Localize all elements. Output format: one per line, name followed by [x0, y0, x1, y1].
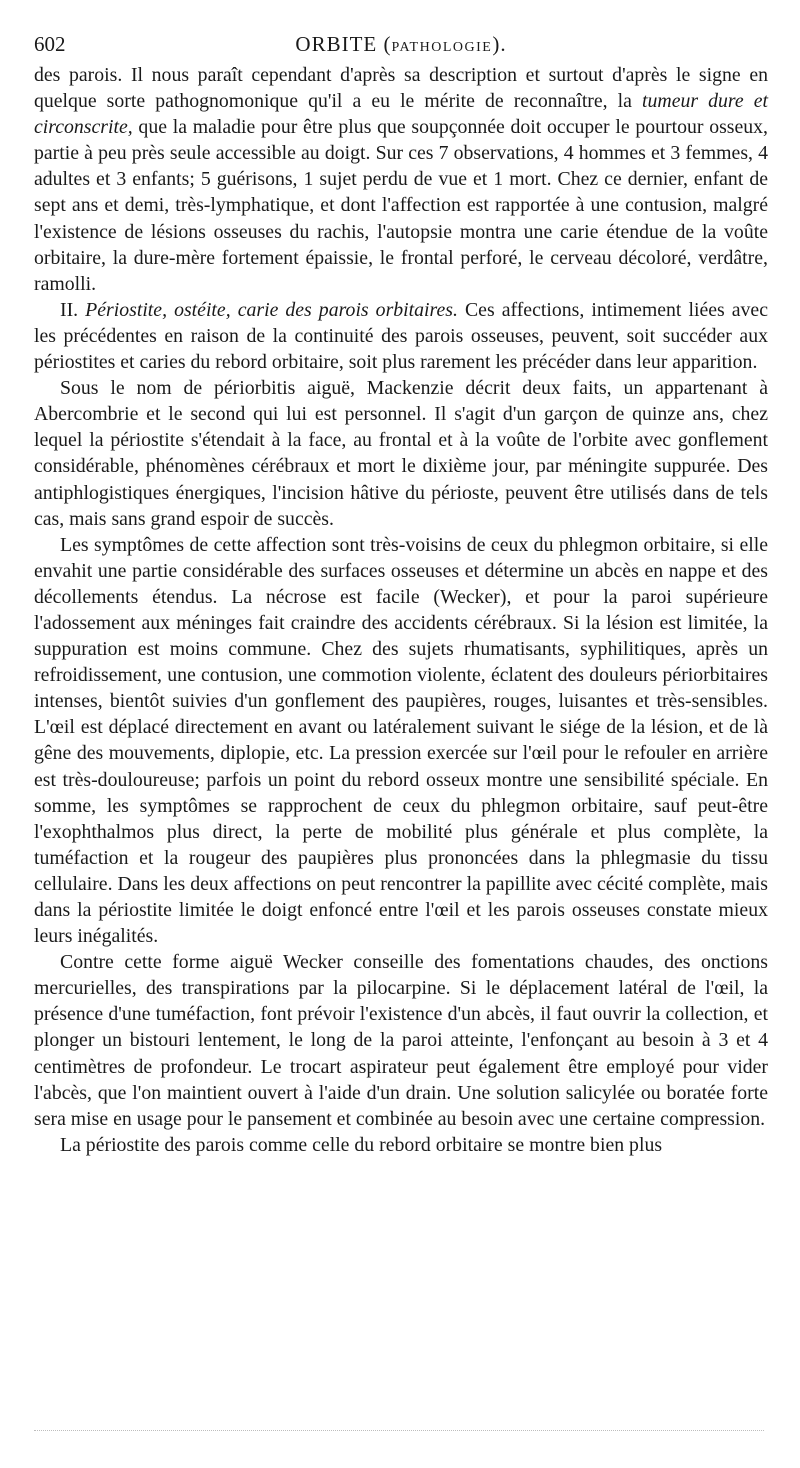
running-title [34, 30, 768, 62]
paragraph-section-ii [34, 297, 768, 375]
paragraph: Sous le nom de périorbitis aiguë, Mackenzie décrit deux faits, un appartenant à Abercombrie et le second qui lui est personnel. Il s'agit d'un garçon de quinze ans, chez lequel la périostite s'étendait à la face, au frontal et à la voûte de l'orbite avec gonflement considérable, phénomènes cérébraux et mort le dixième jour, par méningite suppurée. Des antiphlogistiques énergiques, l'incision hâtive du périoste, peuvent être utilisés dans de tels cas, mais sans grand espoir de succès. [34, 377, 768, 530]
page-number: 602 [34, 32, 66, 56]
paragraph-text: que la maladie pour être plus que soupçonnée doit occuper le pourtour osseux, partie à peu près seule accessible au doigt. Sur ces 7 observations, 4 hommes et 3 femmes, 4 adultes et 3 enfants; 5 guérisons, 1 sujet perdu de vue et 1 mort. Chez ce dernier, enfant de sept ans et demi, très-lymphatique, et dont l'affection est rapportée à une contusion, malgré l'existence de lésions osseuses du rachis, l'autopsie montra une carie étendue de la voûte orbitaire, la dure-mère fortement épaissie, le frontal perforé, le cerveau décoloré, verdâtre, ramolli. [34, 116, 768, 295]
running-title-end: ). [492, 32, 507, 56]
paragraph: Contre cette forme aiguë Wecker conseille des fomentations chaudes, des onctions mercurielles, des transpirations par la pilocarpine. Si le déplacement latéral de l'œil, la présence d'une tuméfaction, font prévoir l'existence d'un abcès, il faut ouvrir la collection, et plonger un bistouri lentement, le long de la paroi atteinte, l'enfonçant au besoin à 3 et 4 centimètres de profondeur. Le trocart aspirateur peut également être employé pour vider l'abcès, que l'on maintient ouvert à l'aide d'un drain. Une solution salicylée ou boratée forte sera mise en usage pour le pansement et combinée au besoin avec une certaine compression. [34, 951, 768, 1130]
section-heading: Périostite, ostéite, carie des parois orbitaires. [85, 298, 458, 321]
body-text [34, 62, 768, 1158]
page-header [34, 30, 768, 58]
paragraph: La périostite des parois comme celle du rebord orbitaire se montre bien plus [60, 1133, 663, 1156]
section-number: II. [60, 298, 86, 321]
paragraph-continuation [34, 62, 768, 297]
paragraph: Les symptômes de cette affection sont très-voisins de ceux du phlegmon orbitaire, si elle envahit une partie considérable des surfaces osseuses et détermine un abcès en nappe et des décollements étendus. La nécrose est facile (Wecker), et pour la paroi supérieure l'adossement aux méninges fait craindre des accidents cérébraux. Si la lésion est limitée, la suppuration est moins commune. Chez des sujets rhumatisants, syphilitiques, après un refroidissement, une contusion, une commotion violente, éclatent des douleurs périorbitaires intenses, bientôt suivies d'un gonflement des paupières, rouges, luisantes et très-sensibles. L'œil est déplacé directement en avant ou latéralement suivant le siége de la lésion, et de là gêne des mouvements, diplopie, etc. La pression exercée sur l'œil pour le refouler en arrière est très-douloureuse; parfois un point du rebord osseux montre une sensibilité spéciale. En somme, les symptômes se rapprochent de ceux du phlegmon orbitaire, sauf peut-être l'exophthalmos plus direct, la perte de mobilité plus générale et plus complète, la tuméfaction et la rougeur des paupières plus prononcées dans la phlegmasie du tissu cellulaire. Dans les deux affections on peut rencontrer la papillite avec cécité complète, mais dans la périostite limitée le doigt enfoncé entre l'œil et les parois osseuses constate mieux leurs inégalités. [34, 533, 768, 948]
book-page [34, 30, 768, 1158]
running-title-main: ORBITE ( [295, 32, 392, 56]
footer-rule [34, 1430, 764, 1432]
italic-phrase: tumeur dure et circonscrite, [34, 90, 768, 139]
running-title-smallcaps: PATHOLOGIE [391, 40, 493, 55]
paragraph-text: des parois. Il nous paraît cependant d'après sa description et surtout d'après le signe en quelque sorte pathognomonique qu'il a eu le mérite de reconnaître, la [34, 64, 768, 113]
paragraph-text: Ces affections, intimement liées avec les précédentes en raison de la continuité des parois osseuses, peuvent, soit succéder aux périostites et caries du rebord orbitaire, soit plus rarement les précéder dans leur apparition. [34, 298, 768, 374]
